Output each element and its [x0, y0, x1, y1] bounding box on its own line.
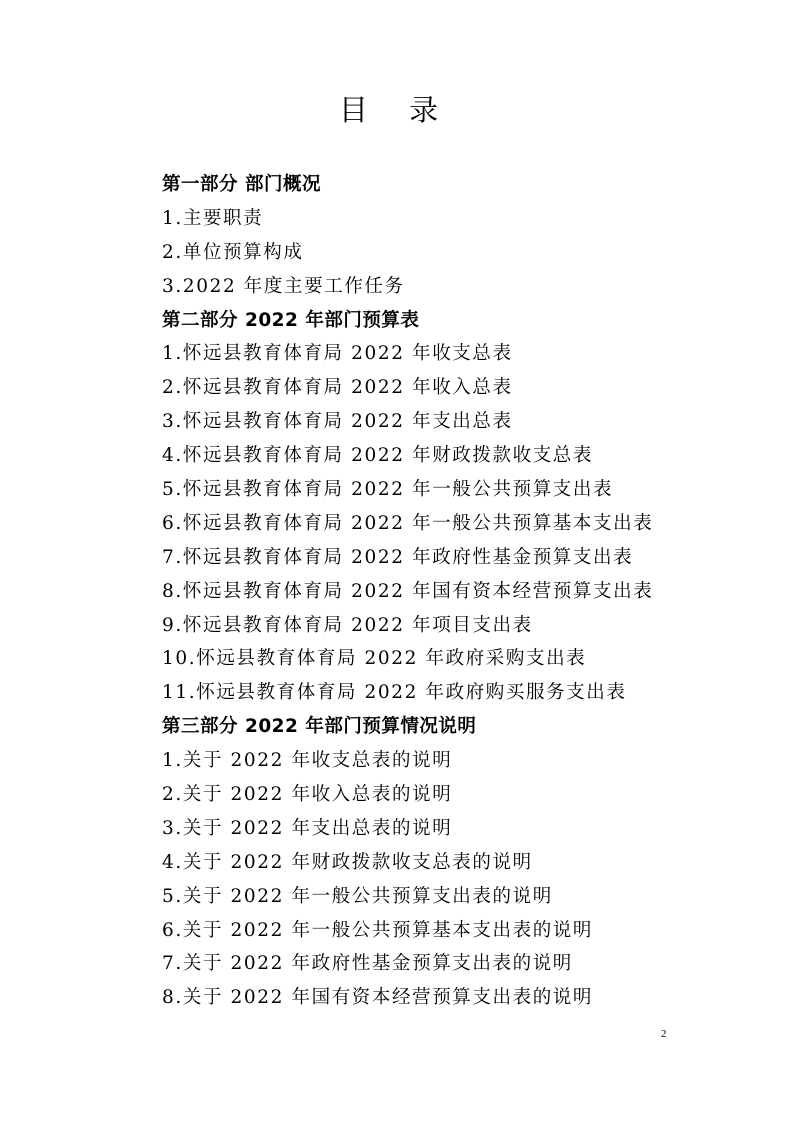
toc-entry: 1.关于 2022 年收支总表的说明	[162, 750, 453, 772]
toc-entry: 2.关于 2022 年收入总表的说明	[162, 784, 453, 806]
table-of-contents	[162, 168, 762, 1015]
toc-entry: 8.怀远县教育体育局 2022 年国有资本经营预算支出表	[162, 580, 654, 602]
toc-entry: 10.怀远县教育体育局 2022 年政府采购支出表	[162, 648, 587, 670]
toc-entry: 3.2022 年度主要工作任务	[162, 275, 405, 297]
toc-entry: 7.关于 2022 年政府性基金预算支出表的说明	[162, 953, 573, 975]
toc-entry: 2.怀远县教育体育局 2022 年收入总表	[162, 377, 513, 399]
toc-section-heading: 第一部分 部门概况	[162, 174, 321, 195]
toc-section-heading: 第三部分 2022 年部门预算情况说明	[162, 716, 477, 738]
toc-entry: 7.怀远县教育体育局 2022 年政府性基金预算支出表	[162, 546, 634, 568]
page-number: 2	[661, 1028, 667, 1040]
toc-entry: 6.怀远县教育体育局 2022 年一般公共预算基本支出表	[162, 512, 654, 534]
toc-entry: 5.关于 2022 年一般公共预算支出表的说明	[162, 885, 553, 907]
toc-entry: 2.单位预算构成	[162, 241, 304, 263]
toc-entry: 1.怀远县教育体育局 2022 年收支总表	[162, 343, 513, 365]
toc-entry: 8.关于 2022 年国有资本经营预算支出表的说明	[162, 987, 593, 1009]
page-title: 目 录	[338, 93, 455, 127]
toc-entry: 3.怀远县教育体育局 2022 年支出总表	[162, 411, 513, 433]
toc-entry: 5.怀远县教育体育局 2022 年一般公共预算支出表	[162, 479, 614, 501]
toc-entry: 11.怀远县教育体育局 2022 年政府购买服务支出表	[162, 682, 627, 704]
toc-entry: 4.怀远县教育体育局 2022 年财政拨款收支总表	[162, 445, 593, 467]
toc-entry: 1.主要职责	[162, 207, 264, 229]
toc-entry: 4.关于 2022 年财政拨款收支总表的说明	[162, 851, 533, 873]
toc-section-heading: 第二部分 2022 年部门预算表	[162, 309, 420, 331]
toc-entry: 9.怀远县教育体育局 2022 年项目支出表	[162, 614, 533, 636]
toc-entry: 6.关于 2022 年一般公共预算基本支出表的说明	[162, 919, 593, 941]
toc-entry: 3.关于 2022 年支出总表的说明	[162, 817, 453, 839]
